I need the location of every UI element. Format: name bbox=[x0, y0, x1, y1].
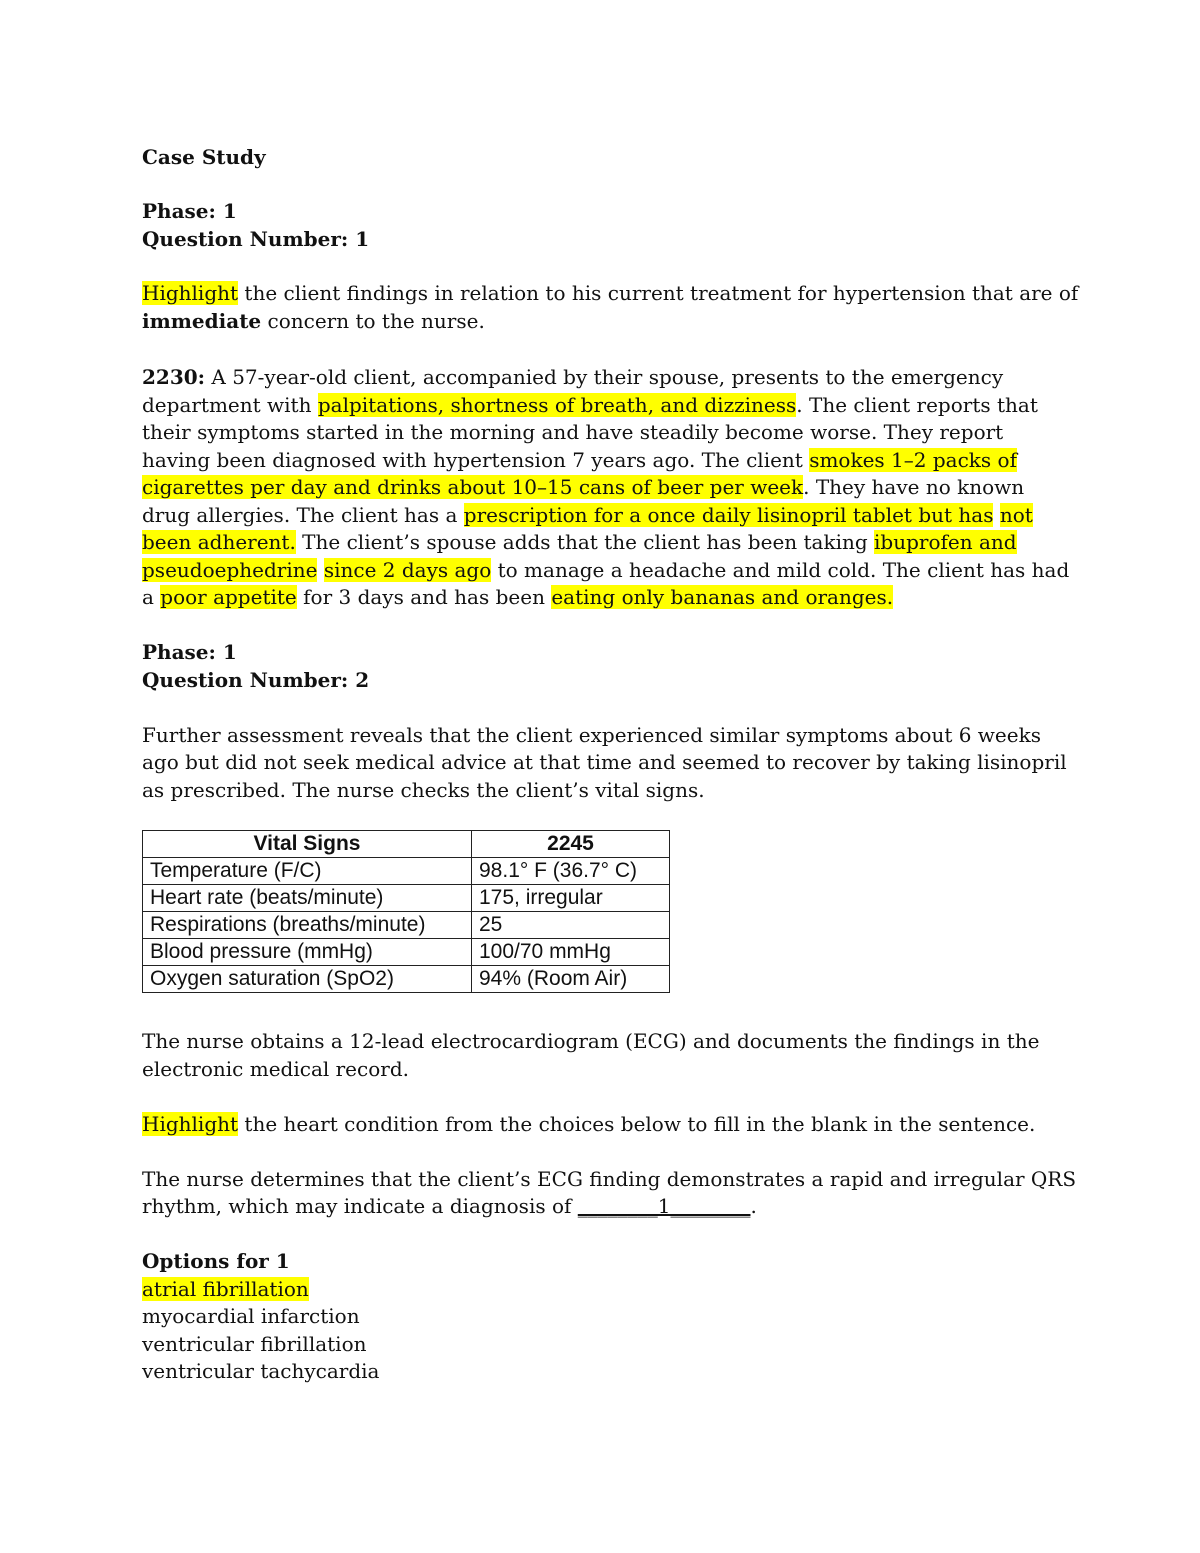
case-time: 2230: bbox=[142, 365, 206, 389]
case-line-2: department with palpitations, shortness of breath, and dizziness. The client reports that bbox=[142, 393, 1038, 417]
vital-name: Respirations (breaths/minute) bbox=[143, 912, 472, 939]
doc-title: Case Study bbox=[142, 145, 266, 169]
option-item[interactable]: ventricular fibrillation bbox=[142, 1332, 367, 1356]
case-line-5: cigarettes per day and drinks about 10–15 cans of beer per week. They have no known bbox=[142, 475, 1025, 499]
q1-question-number: Question Number: 1 bbox=[142, 227, 370, 251]
case-line-4: having been diagnosed with hypertension 7 years ago. The client smokes 1–2 packs of bbox=[142, 448, 1017, 472]
vital-name: Heart rate (beats/minute) bbox=[143, 885, 472, 912]
q2-para2-line2: electronic medical record. bbox=[142, 1057, 409, 1081]
highlighted-finding[interactable]: prescription for a once daily lisinopril tablet but has bbox=[463, 503, 994, 527]
q1-instruction-line2: immediate concern to the nurse. bbox=[142, 309, 485, 333]
q2-para1-line3: as prescribed. The nurse checks the client’s vital signs. bbox=[142, 778, 705, 802]
case-line-7: been adherent. The client’s spouse adds that the client has been taking ibuprofen and bbox=[142, 530, 1017, 554]
table-row bbox=[143, 885, 670, 912]
table-row bbox=[143, 912, 670, 939]
option-item[interactable]: ventricular tachycardia bbox=[142, 1359, 380, 1383]
vital-value: 100/70 mmHg bbox=[472, 939, 670, 966]
q2-para1-line1: Further assessment reveals that the client experienced similar symptoms about 6 weeks bbox=[142, 723, 1041, 747]
table-header: 2245 bbox=[472, 831, 670, 858]
case-line-3: their symptoms started in the morning and have steadily become worse. They report bbox=[142, 420, 1004, 444]
vital-value: 25 bbox=[472, 912, 670, 939]
highlighted-finding[interactable]: smokes 1–2 packs of bbox=[809, 448, 1017, 472]
vital-value: 175, irregular bbox=[472, 885, 670, 912]
highlighted-finding[interactable]: palpitations, shortness of breath, and dizziness bbox=[317, 393, 797, 417]
vital-value: 94% (Room Air) bbox=[472, 966, 670, 993]
q2-para2-line1: The nurse obtains a 12-lead electrocardiogram (ECG) and documents the findings in the bbox=[142, 1029, 1040, 1053]
q2-para3-line1: The nurse determines that the client’s ECG finding demonstrates a rapid and irregular QRS bbox=[142, 1167, 1077, 1191]
highlighted-finding[interactable]: poor appetite bbox=[160, 585, 297, 609]
option-item[interactable] bbox=[142, 1276, 309, 1303]
vital-name: Blood pressure (mmHg) bbox=[143, 939, 472, 966]
q2-para1-line2: ago but did not seek medical advice at that time and seemed to recover by taking lisinopril bbox=[142, 750, 1067, 774]
highlighted-finding[interactable]: pseudoephedrine bbox=[142, 558, 318, 582]
vital-name: Oxygen saturation (SpO2) bbox=[143, 966, 472, 993]
q2-question-number: Question Number: 2 bbox=[142, 668, 370, 692]
highlight-word: Highlight bbox=[142, 281, 239, 305]
vital-value: 98.1° F (36.7° C) bbox=[472, 858, 670, 885]
table-header: Vital Signs bbox=[143, 831, 472, 858]
table-header-row bbox=[143, 831, 670, 858]
selected-option[interactable]: atrial fibrillation bbox=[142, 1277, 309, 1301]
case-line-9: a poor appetite for 3 days and has been eating only bananas and oranges. bbox=[142, 585, 894, 609]
highlighted-finding[interactable]: been adherent. bbox=[142, 530, 296, 554]
highlight-word: Highlight bbox=[142, 1112, 239, 1136]
table-row bbox=[143, 858, 670, 885]
vital-name: Temperature (F/C) bbox=[143, 858, 472, 885]
table-row bbox=[143, 966, 670, 993]
highlighted-finding[interactable]: eating only bananas and oranges. bbox=[551, 585, 894, 609]
q2-para3-line2: rhythm, which may indicate a diagnosis of ________1________. bbox=[142, 1194, 757, 1218]
highlighted-finding[interactable]: ibuprofen and bbox=[874, 530, 1017, 554]
answer-blank[interactable]: ________1________ bbox=[577, 1194, 751, 1218]
case-line-6: drug allergies. The client has a prescription for a once daily lisinopril tablet but has not bbox=[142, 503, 1033, 527]
highlighted-finding[interactable]: cigarettes per day and drinks about 10–15 cans of beer per week bbox=[142, 475, 804, 499]
q2-instruction: Highlight the heart condition from the choices below to fill in the blank in the sentence. bbox=[142, 1112, 1036, 1136]
case-line-8: pseudoephedrine since 2 days ago to manage a headache and mild cold. The client has had bbox=[142, 558, 1070, 582]
option-item[interactable]: myocardial infarction bbox=[142, 1304, 360, 1328]
table-row bbox=[143, 939, 670, 966]
q2-phase: Phase: 1 bbox=[142, 640, 237, 664]
highlighted-finding[interactable]: not bbox=[999, 503, 1033, 527]
vital-signs-table bbox=[142, 830, 670, 993]
case-line-1: 2230: A 57-year-old client, accompanied by their spouse, presents to the emergency bbox=[142, 365, 1004, 389]
options-title: Options for 1 bbox=[142, 1249, 290, 1273]
q1-phase: Phase: 1 bbox=[142, 199, 237, 223]
highlighted-finding[interactable]: since 2 days ago bbox=[323, 558, 492, 582]
q1-instruction-line1: Highlight the client findings in relation to his current treatment for hypertension that are of bbox=[142, 281, 1079, 305]
